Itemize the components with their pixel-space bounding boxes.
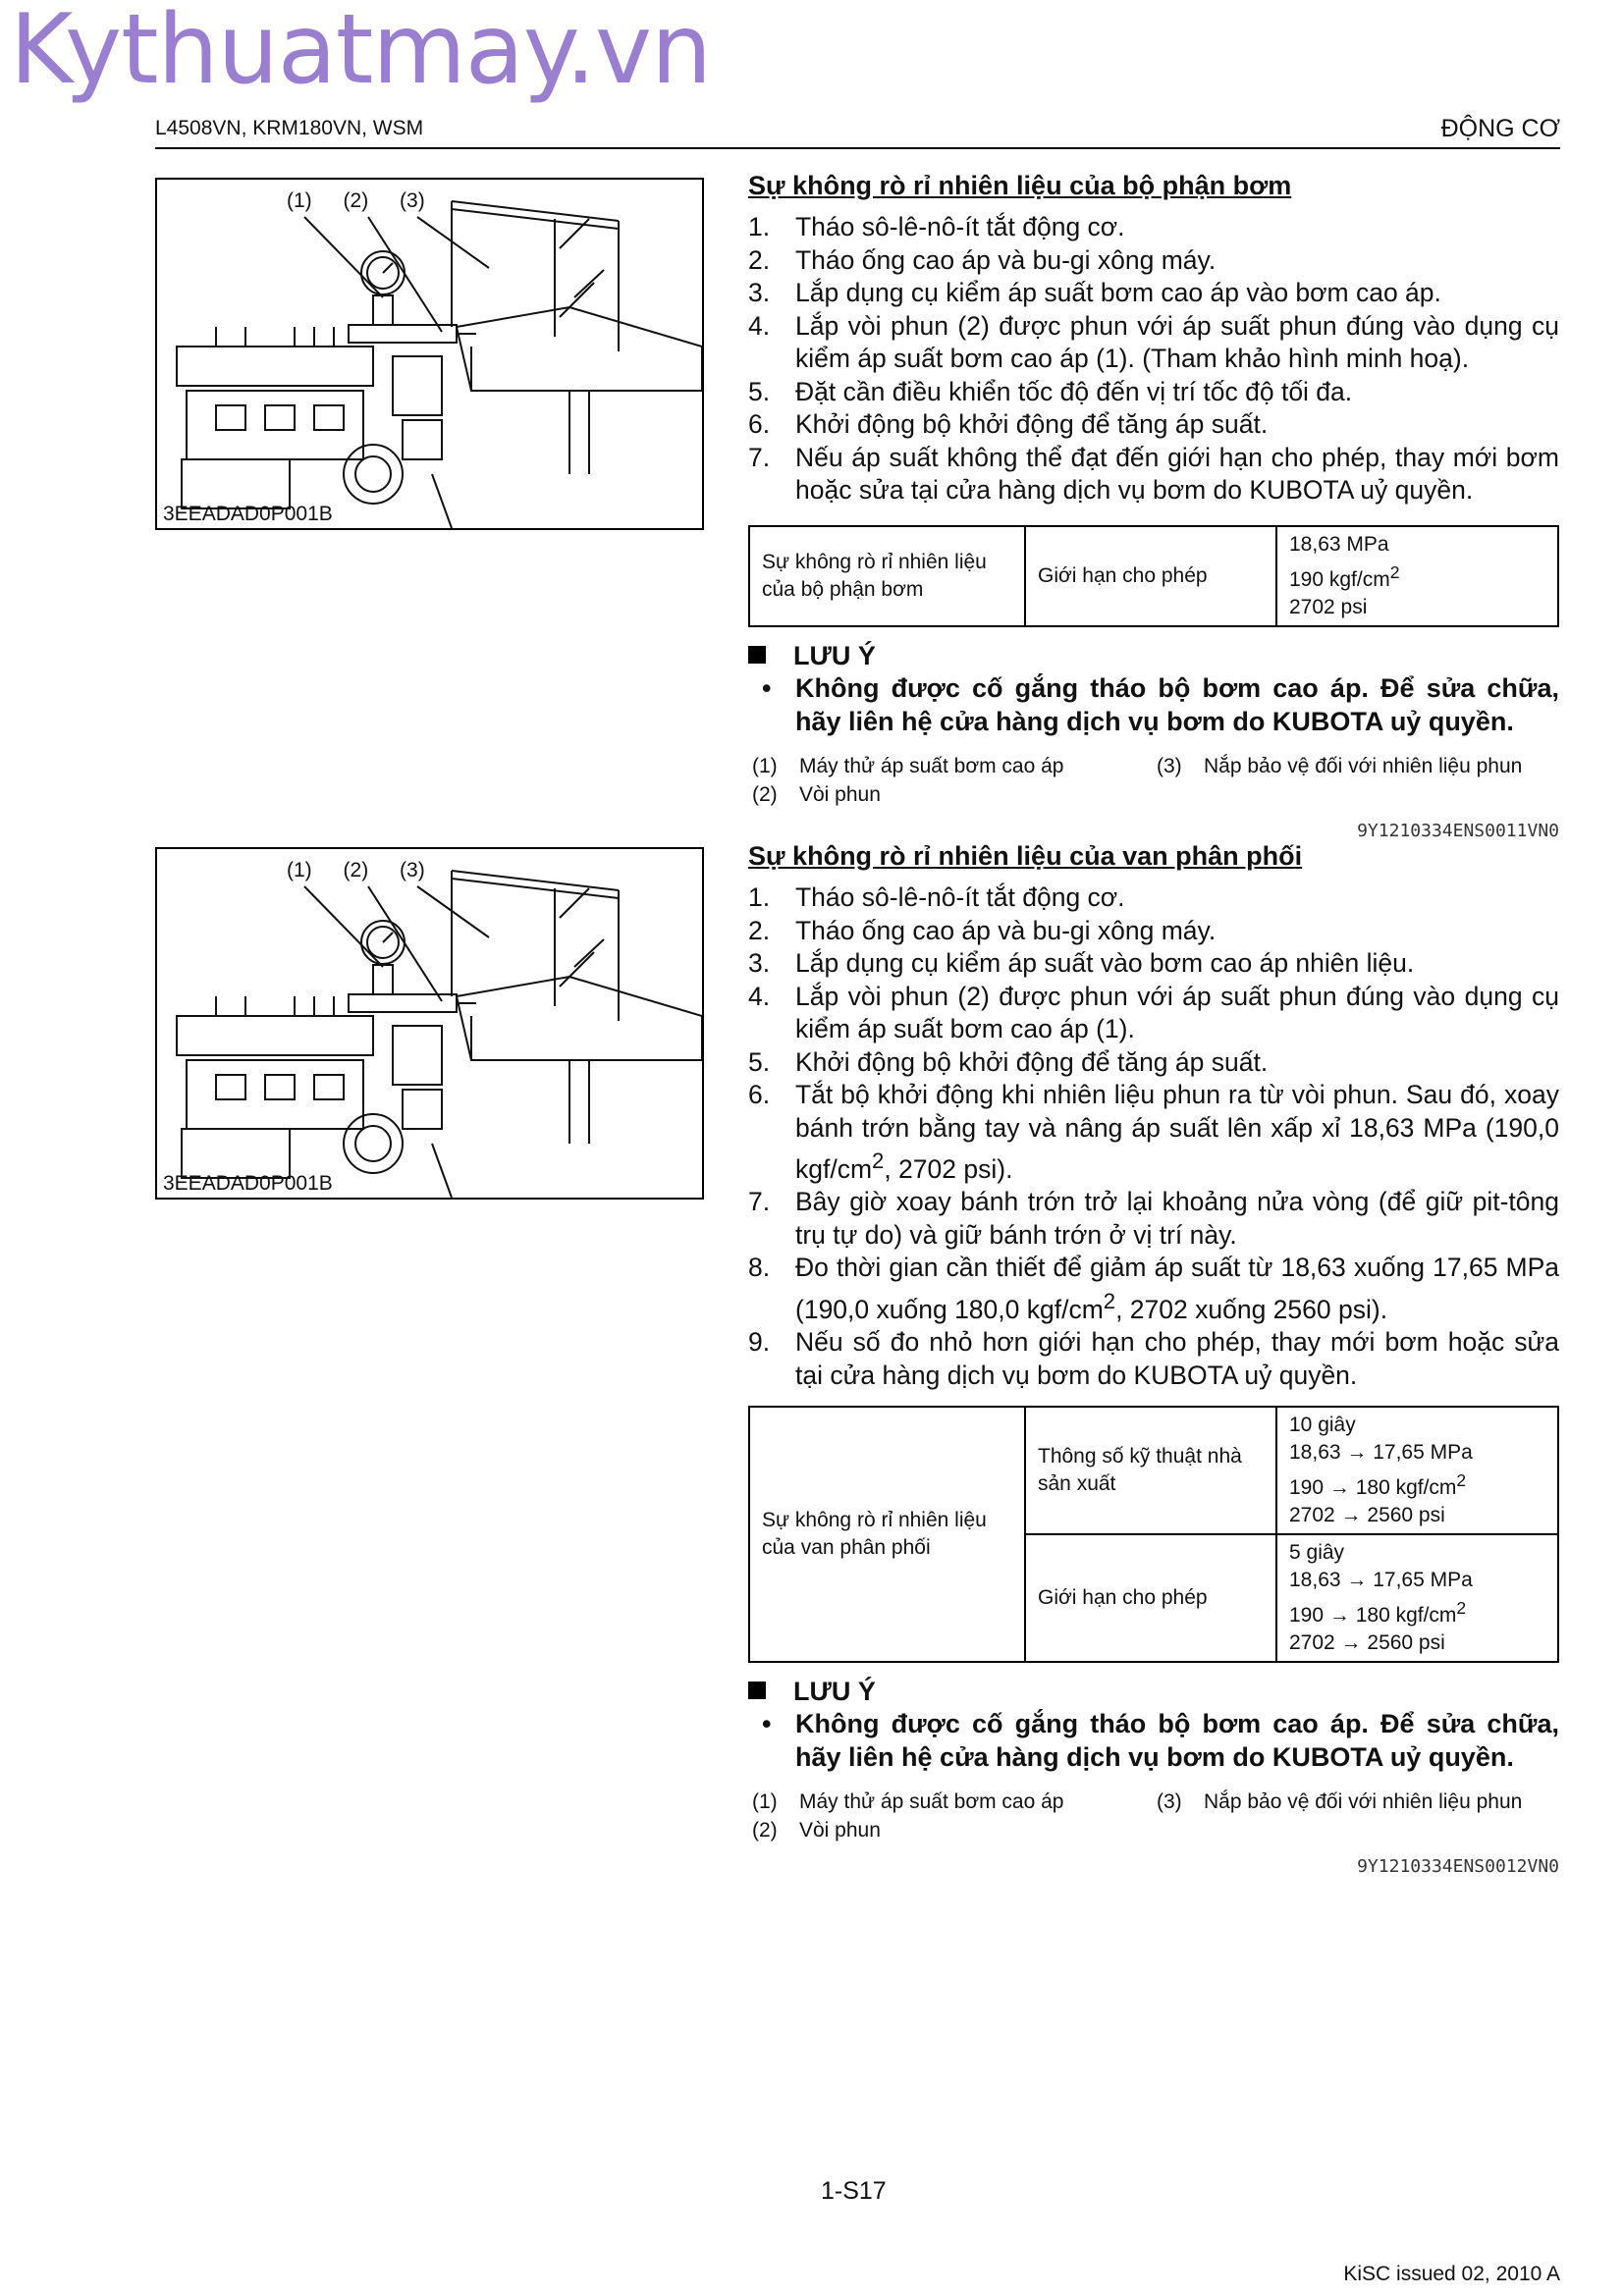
figure-valve-test [155, 847, 704, 1200]
page-number: 1-S17 [821, 2177, 887, 2205]
section2-steps [748, 881, 1559, 1392]
spec-item: Sự không rò rỉ nhiên liệu của bộ phận bơm [749, 526, 1025, 626]
step: 7. Nếu áp suất không thể đạt đến giới hạn cho phép, thay mới bơm hoặc sửa tại cửa hàng dịch vụ bơm do KUBOTA uỷ quyền. [748, 442, 1559, 505]
header-section: ĐỘNG CƠ [1440, 115, 1560, 142]
callout-3: (3) [400, 859, 425, 881]
spec-label: Thông số kỹ thuật nhà sản xuất [1025, 1407, 1276, 1534]
section2-note-text: • Không được cố gắng tháo bộ bơm cao áp. Để sửa chữa, hãy liên hệ cửa hàng dịch vụ bơm do KUBOTA uỷ quyền. [762, 1709, 1559, 1773]
section1-doc-code: 9Y1210334ENS0011VN0 [1357, 820, 1559, 841]
section2-note-title: LƯU Ý [748, 1677, 1559, 1707]
figure-code: 3EEADAD0P001B [163, 503, 333, 525]
callout-1: (1) [287, 859, 312, 881]
section1-title: Sự không rò rỉ nhiên liệu của bộ phận bơm [748, 171, 1292, 200]
step: 2. Tháo ống cao áp và bu-gi xông máy. [748, 915, 1217, 945]
step: 4. Lắp vòi phun (2) được phun với áp suất phun đúng vào dụng cụ kiểm áp suất bơm cao áp (1). [748, 981, 1559, 1043]
step: 8. Đo thời gian cần thiết để giảm áp suất từ 18,63 xuống 17,65 MPa (190,0 xuống 180,0 kgf/$cm^2$, 2702 xuống 2560 psi). [748, 1253, 1559, 1324]
square-bullet-icon [748, 646, 766, 664]
spec-label: Giới hạn cho phép [1025, 1534, 1276, 1662]
section1-note-title: LƯU Ý [748, 641, 1559, 671]
square-bullet-icon [748, 1682, 766, 1699]
section2-doc-code: 9Y1210334ENS0012VN0 [1357, 1856, 1559, 1878]
callout-2: (2) [343, 189, 369, 212]
section2-content [748, 841, 1559, 1877]
spec-value: 10 giây 18,63 → 17,65 MPa 190 → 180 kgf/$cm^2$ 2702 → 2560 psi [1276, 1407, 1558, 1534]
spec-value: 5 giây 18,63 → 17,65 MPa 190 → 180 kgf/$cm^2$ 2702 → 2560 psi [1276, 1534, 1558, 1662]
section2-spec-table [748, 1406, 1559, 1663]
callout-2: (2) [343, 859, 369, 881]
section1-spec-table [748, 525, 1559, 627]
issue-info: KiSC issued 02, 2010 A [1343, 2263, 1560, 2285]
header-model: L4508VN, KRM180VN, WSM [155, 117, 424, 139]
figure-pump-test [155, 178, 704, 530]
step: 5. Khởi động bộ khởi động để tăng áp suất. [748, 1046, 1269, 1077]
step: 6. Khởi động bộ khởi động để tăng áp suất. [748, 409, 1269, 439]
figure-callouts [287, 859, 451, 882]
bullet-icon: • [762, 672, 772, 703]
step: 6. Tắt bộ khởi động khi nhiên liệu phun ra từ vòi phun. Sau đó, xoay bánh trớn bằng tay và nâng áp suất lên xấp xỉ 18,63 MPa (190,0 kgf/$cm^2$, 2702 psi). [748, 1080, 1559, 1184]
spec-value: 18,63 MPa 190 kgf/$cm^2$ 2702 psi [1276, 526, 1558, 626]
callout-1: (1) [287, 189, 312, 212]
callout-3: (3) [400, 189, 425, 212]
step: 5. Đặt cần điều khiển tốc độ đến vị trí tốc độ tối đa. [748, 376, 1353, 406]
step: 1. Tháo sô-lê-nô-ít tắt động cơ. [748, 212, 1125, 241]
figure-callouts [287, 189, 451, 213]
step: 4. Lắp vòi phun (2) được phun với áp suất phun đúng vào dụng cụ kiểm áp suất bơm cao áp (1). (Tham khảo hình minh hoạ). [748, 310, 1559, 373]
section2-title: Sự không rò rỉ nhiên liệu của van phân phối [748, 841, 1303, 871]
header-rule [155, 147, 1560, 149]
step: 9. Nếu số đo nhỏ hơn giới hạn cho phép, thay mới bơm hoặc sửa tại cửa hàng dịch vụ bơm do KUBOTA uỷ quyền. [748, 1327, 1559, 1390]
step: 3. Lắp dụng cụ kiểm áp suất bơm cao áp vào bơm cao áp. [748, 278, 1441, 307]
step: 7. Bây giờ xoay bánh trớn trở lại khoảng nửa vòng (để giữ pit-tông trụ tự do) và giữ bánh trớn ở vị trí này. [748, 1187, 1559, 1250]
spec-item: Sự không rò rỉ nhiên liệu của van phân phối [749, 1407, 1025, 1662]
step: 2. Tháo ống cao áp và bu-gi xông máy. [748, 244, 1217, 275]
engine-illustration [157, 849, 702, 1198]
step: 3. Lắp dụng cụ kiểm áp suất vào bơm cao áp nhiên liệu. [748, 948, 1415, 978]
section1-steps [748, 211, 1559, 507]
watermark: Kythuatmay.vn [10, 0, 712, 106]
figure-code: 3EEADAD0P001B [163, 1172, 333, 1195]
section2-legend: (1) Máy thử áp suất bơm cao áp (2) Vòi phun (3) Nắp bảo vệ đối với nhiên liệu phun [752, 1790, 1523, 1842]
spec-label: Giới hạn cho phép [1025, 526, 1276, 626]
section1-legend: (1) Máy thử áp suất bơm cao áp (2) Vòi phun (3) Nắp bảo vệ đối với nhiên liệu phun [752, 754, 1523, 806]
engine-illustration [157, 180, 702, 528]
section1-content [748, 171, 1559, 841]
section1-note-text: • Không được cố gắng tháo bộ bơm cao áp. Để sửa chữa, hãy liên hệ cửa hàng dịch vụ bơm do KUBOTA uỷ quyền. [762, 672, 1559, 736]
step: 1. Tháo sô-lê-nô-ít tắt động cơ. [748, 882, 1125, 912]
bullet-icon: • [762, 1709, 772, 1739]
